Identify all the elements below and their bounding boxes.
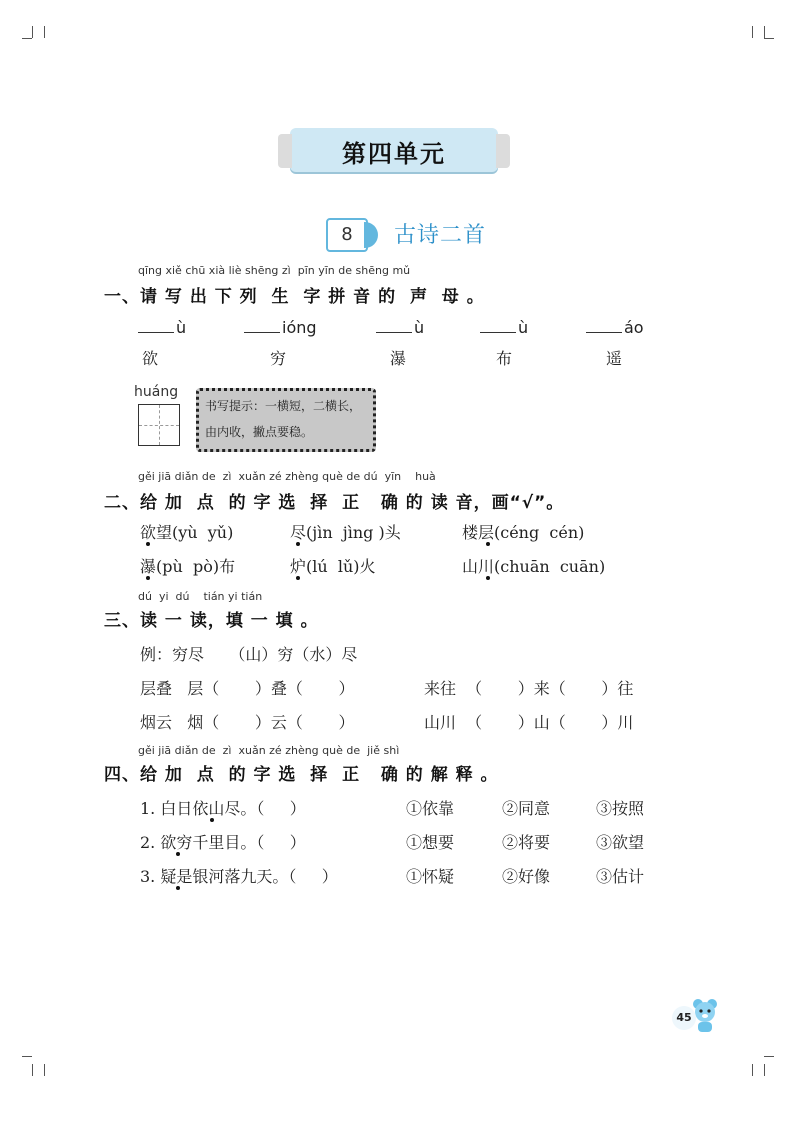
crop-mark xyxy=(44,26,45,38)
fill-row[interactable]: 烟云 烟（ ）云（ ） xyxy=(140,713,355,732)
option[interactable]: ③估计 xyxy=(596,867,645,886)
crop-mark xyxy=(752,26,753,38)
section1-heading: 一、请 写 出 下 列 生 字 拼 音 的 声 母 。 xyxy=(104,287,485,307)
reading-choice[interactable]: 尽(jìn jìng )头 xyxy=(290,523,401,542)
crop-mark xyxy=(22,1056,32,1057)
fill-row[interactable]: 山川 （ ）山（ ）川 xyxy=(424,713,634,732)
character: 欲 xyxy=(142,349,159,368)
unit-banner xyxy=(290,128,498,172)
emphasis-dot xyxy=(210,818,214,822)
crop-mark xyxy=(764,1064,765,1076)
crop-mark xyxy=(32,1064,33,1076)
reading-choice[interactable]: 欲望(yù yǔ) xyxy=(140,523,234,542)
option[interactable]: ①怀疑 xyxy=(406,867,455,886)
crop-mark xyxy=(764,26,765,38)
example-line: 例：穷尽 （山）穷（水）尽 xyxy=(140,645,358,664)
pinyin-blank[interactable]: ù xyxy=(138,318,186,337)
crop-mark xyxy=(752,1064,753,1076)
emphasis-dot xyxy=(486,542,490,546)
pinyin-blank[interactable]: ù xyxy=(480,318,528,337)
tip-line: 书写提示：一横短，二横长， xyxy=(205,399,362,413)
reading-choice[interactable]: 楼层(céng cén) xyxy=(462,523,585,542)
option[interactable]: ①想要 xyxy=(406,833,455,852)
lesson-tab-decoration xyxy=(364,222,378,248)
fill-row[interactable]: 层叠 层（ ）叠（ ） xyxy=(140,679,355,698)
character: 布 xyxy=(496,349,513,368)
character: 遥 xyxy=(606,349,623,368)
crop-mark xyxy=(764,1056,774,1057)
emphasis-dot xyxy=(146,576,150,580)
huang-pinyin: huáng xyxy=(134,384,179,400)
crop-mark xyxy=(32,26,33,38)
option[interactable]: ②好像 xyxy=(502,867,551,886)
question[interactable]: 2. 欲穷千里目。（ ） xyxy=(140,833,306,852)
question[interactable]: 3. 疑是银河落九天。（ ） xyxy=(140,867,338,886)
option[interactable]: ②将要 xyxy=(502,833,551,852)
writing-grid[interactable] xyxy=(138,404,180,446)
pinyin-blank[interactable]: áo xyxy=(586,318,644,337)
section2-pinyin: gěi jiā diǎn de zì xuǎn zé zhèng què de dú yīn huà xyxy=(138,470,436,483)
section2-heading: 二、给 加 点 的 字 选 择 正 确 的 读 音，画“√”。 xyxy=(104,493,565,513)
section4-heading: 四、给 加 点 的 字 选 择 正 确 的 解 释 。 xyxy=(104,765,499,785)
section3-pinyin: dú yi dú tián yi tián xyxy=(138,590,263,603)
crop-mark xyxy=(22,38,32,39)
section4-pinyin: gěi jiā diǎn de zì xuǎn zé zhèng què de jiě shì xyxy=(138,744,400,757)
emphasis-dot xyxy=(176,886,180,890)
option[interactable]: ②同意 xyxy=(502,799,551,818)
emphasis-dot xyxy=(176,852,180,856)
reading-choice[interactable]: 炉(lú lǔ)火 xyxy=(290,557,376,576)
option[interactable]: ①依靠 xyxy=(406,799,455,818)
emphasis-dot xyxy=(146,542,150,546)
option[interactable]: ③按照 xyxy=(596,799,645,818)
emphasis-dot xyxy=(296,576,300,580)
character: 穷 xyxy=(270,349,287,368)
question[interactable]: 1. 白日依山尽。（ ） xyxy=(140,799,306,818)
emphasis-dot xyxy=(296,542,300,546)
option[interactable]: ③欲望 xyxy=(596,833,645,852)
unit-title: 第四单元 xyxy=(342,140,446,168)
fill-row[interactable]: 来往 （ ）来（ ）往 xyxy=(424,679,634,698)
section3-heading: 三、读 一 读，填 一 填 。 xyxy=(104,611,319,631)
tip-line: 由内收，撇点要稳。 xyxy=(205,425,314,439)
lesson-number: 8 xyxy=(326,218,368,252)
page-number: 45 xyxy=(672,1006,696,1030)
lesson-title: 古诗二首 xyxy=(394,223,487,248)
writing-tip-box xyxy=(196,388,376,452)
emphasis-dot xyxy=(486,576,490,580)
character: 瀑 xyxy=(390,349,407,368)
pinyin-blank[interactable]: ióng xyxy=(244,318,317,337)
reading-choice[interactable]: 瀑(pù pò)布 xyxy=(140,557,236,576)
reading-choice[interactable]: 山川(chuān cuān) xyxy=(462,557,606,576)
crop-mark xyxy=(764,38,774,39)
crop-mark xyxy=(44,1064,45,1076)
section1-pinyin: qīng xiě chū xià liè shēng zì pīn yīn de shēng mǔ xyxy=(138,264,411,277)
pinyin-blank[interactable]: ù xyxy=(376,318,424,337)
